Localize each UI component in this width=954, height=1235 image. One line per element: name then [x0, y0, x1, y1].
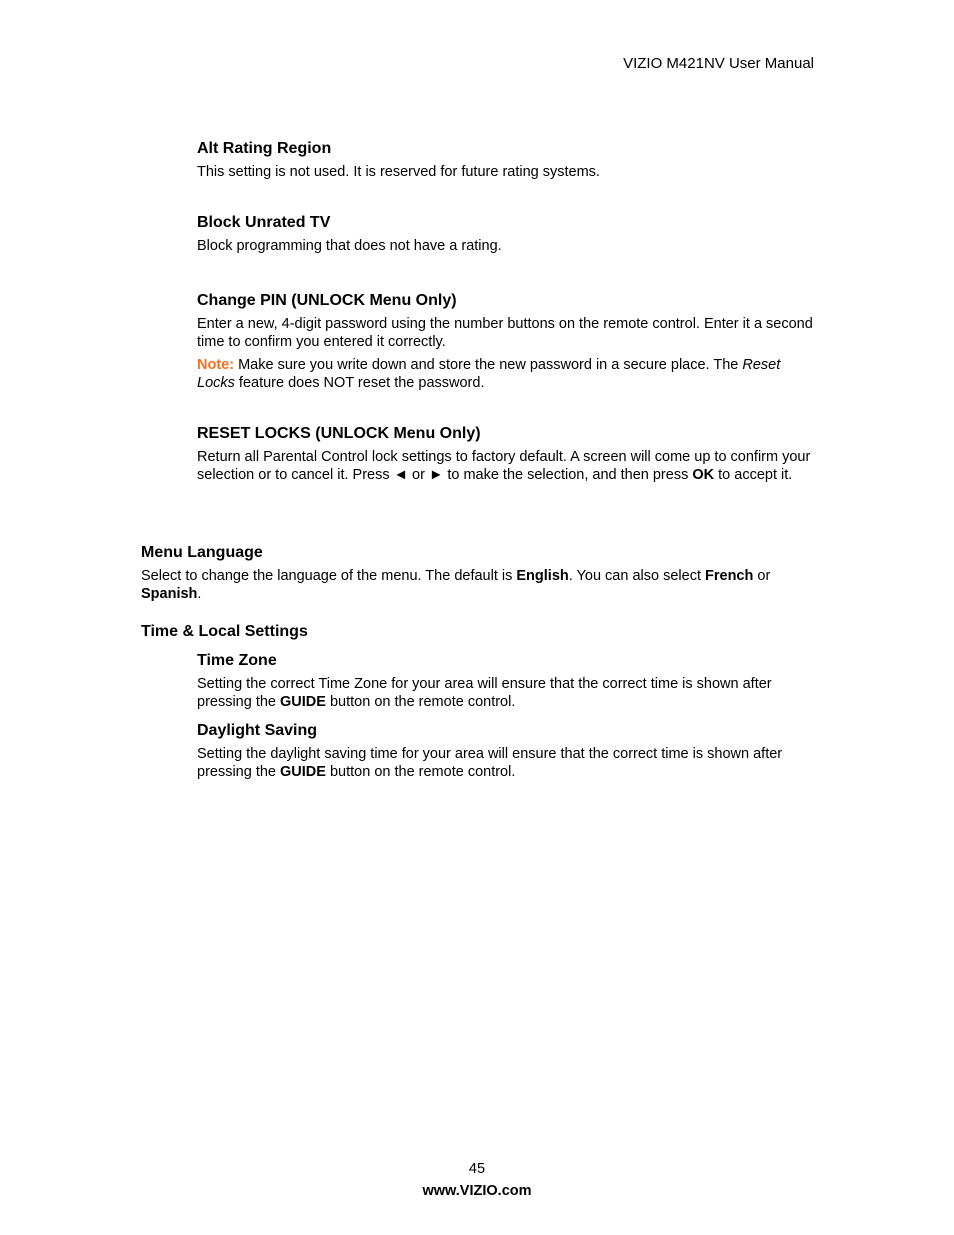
daylight-saving-text [197, 746, 817, 781]
guide-bold: GUIDE [280, 693, 326, 710]
menu-language-text-1: Select to change the language of the menu. The default is [141, 568, 517, 584]
reset-locks-text-1: Return all Parental Control lock settings to factory default. A screen will come up to confirm your selection or to cancel it. Press ◄ or ► to make the selection, and then press [197, 449, 811, 483]
page-header-title: VIZIO M421NV User Manual [623, 55, 814, 72]
block-unrated-tv-text: Block programming that does not have a rating. [197, 238, 502, 254]
english-bold: English [516, 568, 569, 584]
reset-locks-text [197, 449, 817, 484]
alt-rating-region-text: This setting is not used. It is reserved for future rating systems. [197, 164, 600, 180]
time-zone-text [197, 676, 817, 711]
block-unrated-tv-heading: Block Unrated TV [197, 214, 331, 231]
time-local-settings-heading: Time & Local Settings [141, 623, 308, 640]
spanish-bold: Spanish [141, 585, 198, 602]
change-pin-heading: Change PIN (UNLOCK Menu Only) [197, 292, 457, 309]
change-pin-note [197, 357, 817, 392]
note-label: Note: [197, 357, 235, 373]
note-text-2: feature does NOT reset the password. [234, 374, 485, 391]
daylight-saving-heading: Daylight Saving [197, 722, 318, 739]
menu-language-text-3: or [753, 568, 771, 584]
footer-url-link[interactable]: www.VIZIO.com [422, 1183, 532, 1199]
time-zone-text-2: button on the remote control. [325, 693, 516, 710]
change-pin-text: Enter a new, 4-digit password using the number buttons on the remote control. Enter it a second time to confirm you entered it correctly. [197, 316, 813, 350]
french-bold: French [705, 568, 754, 584]
menu-language-heading: Menu Language [141, 544, 263, 561]
note-text-1: Make sure you write down and store the new password in a secure place. The [234, 357, 743, 373]
guide-bold: GUIDE [280, 763, 326, 780]
alt-rating-region-heading: Alt Rating Region [197, 140, 332, 157]
daylight-saving-text-2: button on the remote control. [325, 763, 516, 780]
page-number: 45 [468, 1161, 486, 1177]
ok-bold: OK [692, 466, 715, 483]
time-zone-heading: Time Zone [197, 652, 277, 669]
time-zone-text-1: Setting the correct Time Zone for your area will ensure that the correct time is shown after pressing the [197, 676, 772, 710]
note-italic: Reset Locks [197, 357, 781, 391]
reset-locks-heading: RESET LOCKS (UNLOCK Menu Only) [197, 425, 481, 442]
daylight-saving-text-1: Setting the daylight saving time for your area will ensure that the correct time is shown after pressing the [197, 746, 783, 780]
menu-language-text [141, 568, 817, 603]
menu-language-text-2: . You can also select [568, 568, 706, 584]
reset-locks-text-2: to accept it. [714, 466, 793, 483]
menu-language-text-4: . [197, 585, 202, 602]
